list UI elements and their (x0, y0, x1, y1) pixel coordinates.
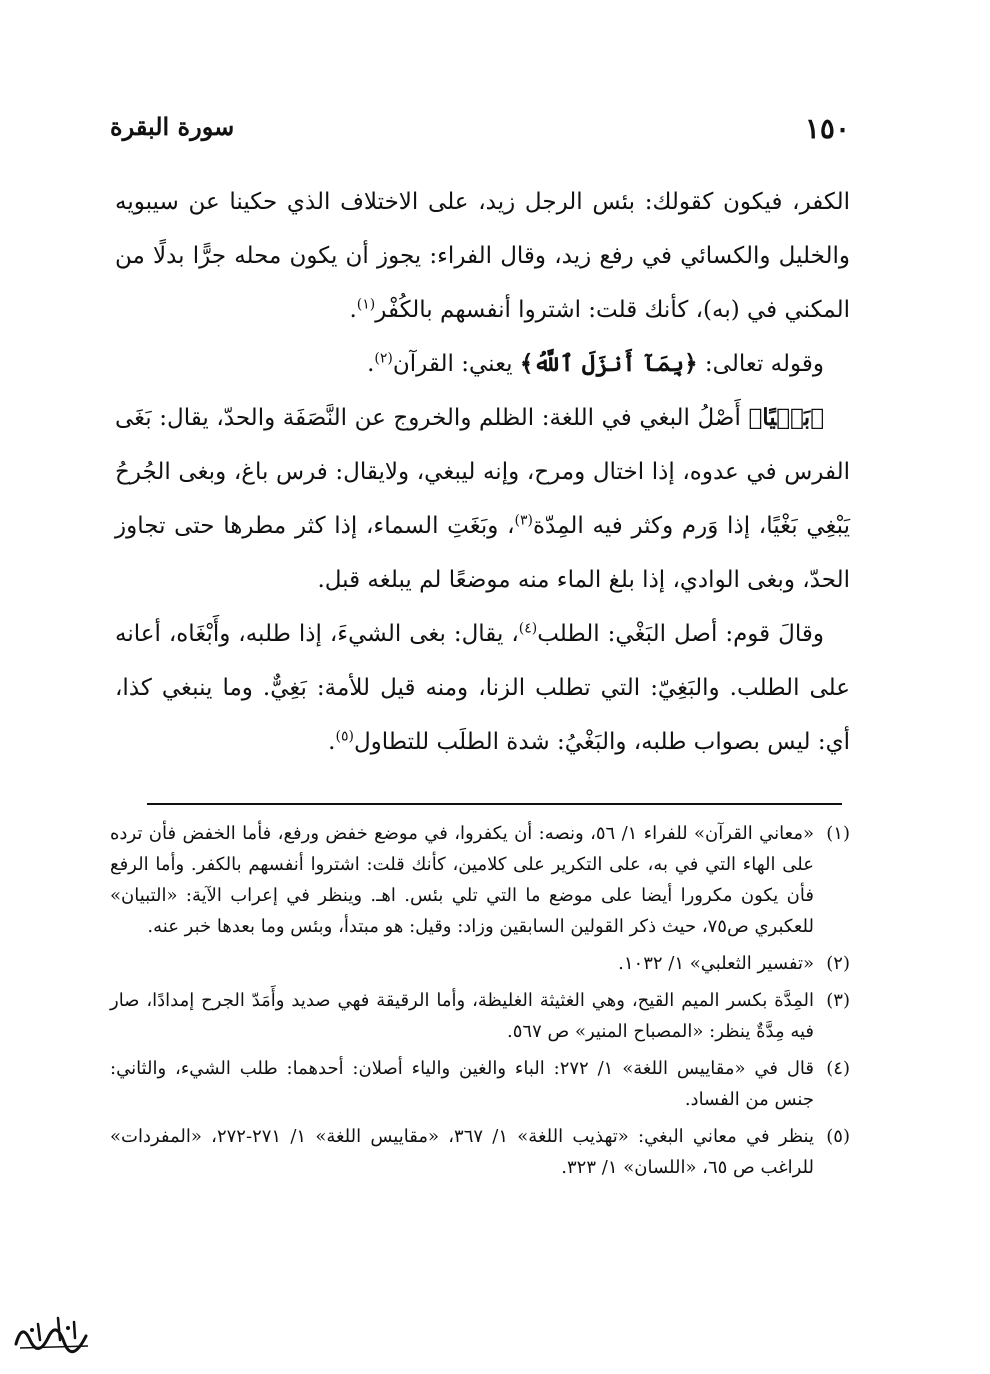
paragraph-3-text-a: أَصْلُ البغي في اللغة: الظلم والخروج عن النَّصَفَة والحدّ، يقال: بَغَى الفرس في عدوه، إذا اختال ومرح، وإنه ليبغي، ولايقال: فرس باغ، وبغى الجُرحُ يَبْغِي بَغْيًا، إذا وَرم وكثر فيه المِدّة (115, 405, 850, 539)
footnote-ref-5: (٥) (335, 728, 354, 745)
footnote-text: قال في «مقاييس اللغة» ١/ ٢٧٢: الباء والغين والياء أصلان: أحدهما: طلب الشيء، والثاني: جنس من الفساد. (110, 1058, 814, 1110)
footnote-separator (147, 803, 842, 805)
footnote-ref-4: (٤) (518, 620, 538, 637)
footnote-number: (٥) (826, 1126, 850, 1147)
paragraph-1-text: الكفر، فيكون كقولك: بئس الرجل زيد، على الاختلاف الذي حكينا عن سيبويه والخليل والكسائي في رفع زيد، وقال الفراء: يجوز أن يكون محله جرًّا بدلًا من المكني في (به)، كأنك قلت: اشتروا أنفسهم بالكُفْر (115, 189, 850, 323)
quran-quote-1: ﴿بِمَآ أَنزَلَ ٱللَّهُ﴾ (519, 350, 698, 377)
paragraph-3 (115, 391, 850, 607)
footnote-number: (٣) (826, 990, 850, 1011)
footnote-ref-1: (١) (356, 296, 376, 313)
footnote-item (110, 985, 850, 1047)
paragraph-4-text-b: ، يقال: بغى الشيءَ، إذا طلبه، وأَبْغَاه، أعانه على الطلب. والبَغِيّ: التي تطلب الزنا، ومنه قيل للأمة: بَغِيٌّ. وما ينبغي كذا، أي: ليس بصواب طلبه، والبَغْيُ: شدة الطلَب للتطاول (115, 621, 850, 755)
footnote-ref-3: (٣) (514, 512, 533, 529)
logo-graphic (8, 1310, 98, 1360)
paragraph-2-end: . (367, 351, 375, 377)
footnote-item (110, 1053, 850, 1115)
paragraph-2 (115, 337, 850, 391)
footnote-text: «معاني القرآن» للفراء ١/ ٥٦، ونصه: أن يكفروا، في موضع خفض ورفع، فأما الخفض فأن ترده على الهاء التي في به، على التكرير على كلامين، كأنك قلت: اشتروا أنفسهم بالكفر. وأما الرفع فأن يكون مكرورا أيضا على موضع ما التي تلي بئس. اهـ. وينظر في إعراب الآية: «التبيان» للعكبري ص٧٥، حيث ذكر القولين السابقين وزاد: وقيل: هو مبتدأ، وبئس وما بعدها خبر عنه. (110, 823, 814, 937)
footnote-number: (٤) (826, 1058, 850, 1079)
page-header (110, 112, 850, 152)
footnotes (110, 818, 850, 1189)
paragraph-1 (115, 175, 850, 337)
footnote-item (110, 1121, 850, 1183)
paragraph-4-text-a: وقالَ قوم: أصل البَغْي: الطلب (537, 621, 824, 647)
paragraph-2-text-a: وقوله تعالى: (697, 351, 824, 377)
footnote-item (110, 818, 850, 942)
running-title: سورة البقرة (110, 112, 235, 141)
paragraph-4 (115, 607, 850, 769)
footnote-text: المِدَّة بكسر الميم القيح، وهي الغثيثة الغليظة، وأما الرقيقة فهي صديد وأَمَدّ الجرح إمدادًا، صار فيه مِدَّةٌ ينظر: «المصباح المنير» ص ٥٦٧. (110, 990, 814, 1042)
main-text (115, 175, 850, 769)
footnote-number: (٢) (826, 953, 850, 974)
page-number: ١٥٠ (804, 112, 850, 145)
paragraph-2-text-b: يعني: القرآن (392, 351, 520, 377)
footnote-text: ينظر في معاني البغي: «تهذيب اللغة» ١/ ٣٦٧، «مقاييس اللغة» ١/ ٢٧١-٢٧٢، «المفردات» للراغب ص ٦٥، «اللسان» ١/ ٣٢٣. (110, 1126, 814, 1178)
footnote-number: (١) (826, 823, 850, 844)
footnote-item (110, 948, 850, 979)
footnote-ref-2: (٢) (374, 350, 393, 367)
quran-quote-2: ﴿بَغۡيًا﴾ (748, 404, 824, 431)
calligraphy-logo-icon (8, 1310, 98, 1360)
paragraph-3-text-b: ، وبَغَتِ السماء، إذا كثر مطرها حتى تجاوز الحدّ، وبغى الوادي، إذا بلغ الماء منه موضعًا لم يبلغه قبل. (115, 513, 850, 593)
paragraph-1-end: . (349, 297, 357, 323)
footnote-text: «تفسير الثعلبي» ١/ ١٠٣٢. (618, 953, 814, 974)
paragraph-4-end: . (328, 729, 336, 755)
